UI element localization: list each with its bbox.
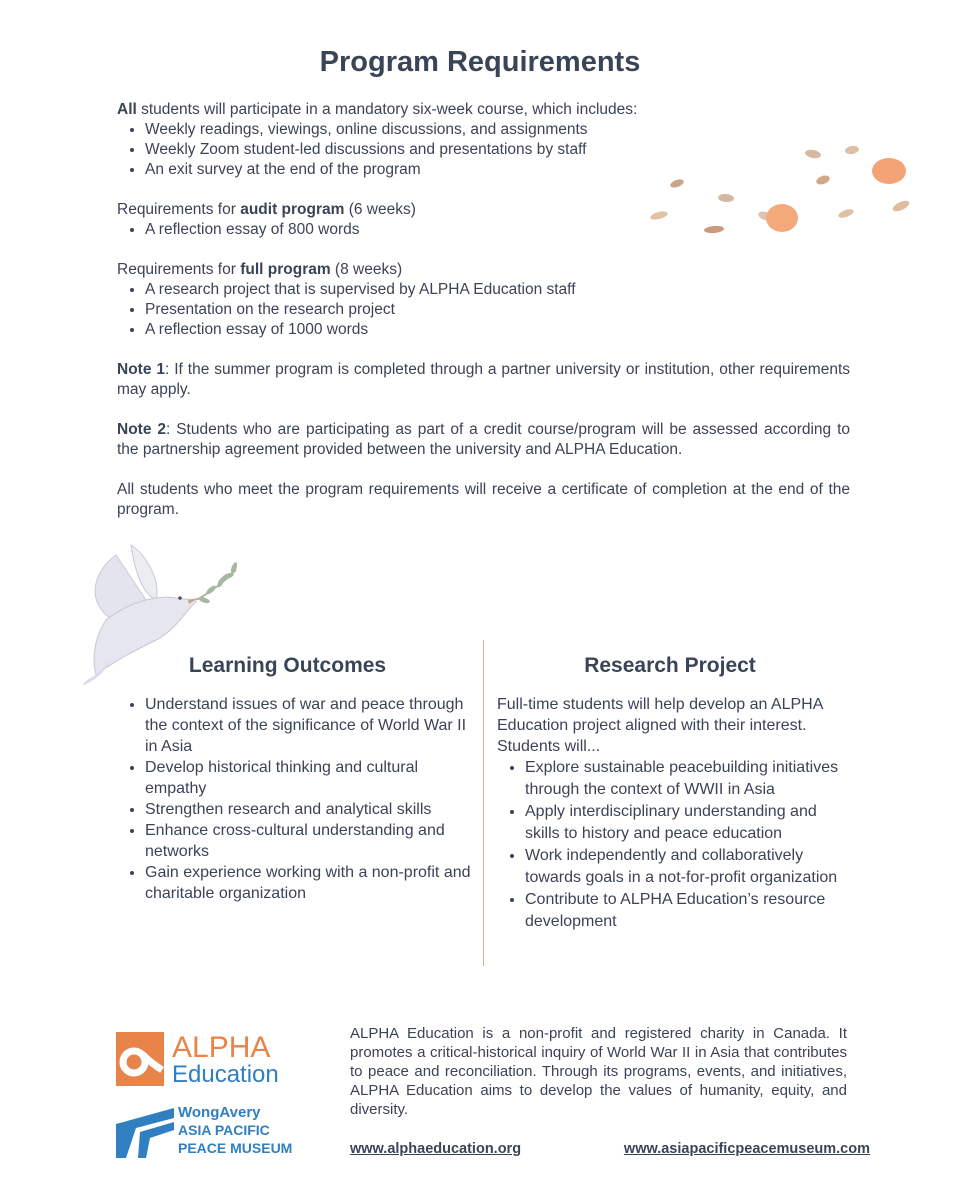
list-item: • A research project that is supervised by ALPHA Education staff xyxy=(145,280,850,300)
certificate-text: All students who meet the program requirements will receive a certificate of completion at the end of the program. xyxy=(117,481,850,518)
peace-museum-link[interactable]: www.asiapacificpeacemuseum.com xyxy=(623,1141,870,1157)
alpha-education-logo xyxy=(116,1032,306,1090)
full-heading: Requirements for full program (8 weeks) xyxy=(117,261,403,278)
list-item: • Presentation on the research project xyxy=(145,300,850,320)
alpha-logo-line2: Education xyxy=(172,1061,279,1088)
list-item: • Strengthen research and analytical skills xyxy=(145,799,477,820)
list-item: • Apply interdisciplinary understanding and skills to history and peace education xyxy=(525,801,852,845)
list-item: • Understand issues of war and peace through the context of the significance of World War II in Asia xyxy=(145,694,477,757)
list-item: • Gain experience working with a non-profit and charitable organization xyxy=(145,862,477,904)
intro-section xyxy=(117,100,850,180)
alpha-logo-line1: ALPHA xyxy=(172,1031,271,1064)
full-list xyxy=(117,280,850,340)
list-item: • Develop historical thinking and cultural empathy xyxy=(145,757,477,799)
learning-outcomes-heading: Learning Outcomes xyxy=(188,654,387,677)
research-project-intro: Full-time students will help develop an ALPHA Education project aligned with their interest. Students will... xyxy=(497,696,823,755)
list-item: • An exit survey at the end of the program xyxy=(145,160,850,180)
learning-outcomes-list xyxy=(117,694,477,904)
footer-links xyxy=(350,1141,870,1163)
intro-lead: All students will participate in a mandatory six-week course, which includes: xyxy=(117,101,638,118)
list-item: • A reflection essay of 1000 words xyxy=(145,320,850,340)
list-item: • Weekly readings, viewings, online discussions, and assignments xyxy=(145,120,850,140)
note-2: Note 2: Students who are participating as part of a credit course/program will be assessed according to the partnership agreement provided between the university and ALPHA Education. xyxy=(117,421,850,458)
list-item: • Work independently and collaboratively towards goals in a not-for-profit organization xyxy=(525,845,852,889)
museum-logo-line1: WongAvery xyxy=(178,1104,261,1121)
alpha-logo-mark xyxy=(116,1032,164,1086)
museum-logo-mark xyxy=(116,1106,174,1158)
note-1: Note 1: If the summer program is completed through a partner university or institution, other requirements may apply. xyxy=(117,361,850,398)
peace-museum-logo xyxy=(116,1104,316,1160)
page-title: Program Requirements xyxy=(319,46,641,78)
research-project-section xyxy=(497,694,852,933)
list-item: • Contribute to ALPHA Education’s resource development xyxy=(525,889,852,933)
full-section xyxy=(117,260,850,340)
intro-list xyxy=(117,120,850,180)
alpha-education-link[interactable]: www.alphaeducation.org xyxy=(350,1141,522,1157)
museum-logo-line2: ASIA PACIFIC xyxy=(178,1122,270,1138)
audit-section xyxy=(117,200,850,240)
list-item: • Enhance cross-cultural understanding and networks xyxy=(145,820,477,862)
list-item: • Weekly Zoom student-led discussions and presentations by staff xyxy=(145,140,850,160)
audit-list xyxy=(117,220,850,240)
museum-logo-line3: PEACE MUSEUM xyxy=(178,1140,293,1156)
audit-heading: Requirements for audit program (6 weeks) xyxy=(117,201,416,218)
list-item: • Explore sustainable peacebuilding initiatives through the context of WWII in Asia xyxy=(525,757,852,801)
column-divider xyxy=(483,640,484,966)
research-project-heading: Research Project xyxy=(584,654,756,677)
list-item: • A reflection essay of 800 words xyxy=(145,220,850,240)
footer-about: ALPHA Education is a non-profit and registered charity in Canada. It promotes a critical-historical inquiry of World War II in Asia that contributes to peace and reconciliation. Through its programs, events, and initiatives, ALPHA Education aims to develop the values of humanity, equity, and diversity. xyxy=(350,1025,847,1118)
